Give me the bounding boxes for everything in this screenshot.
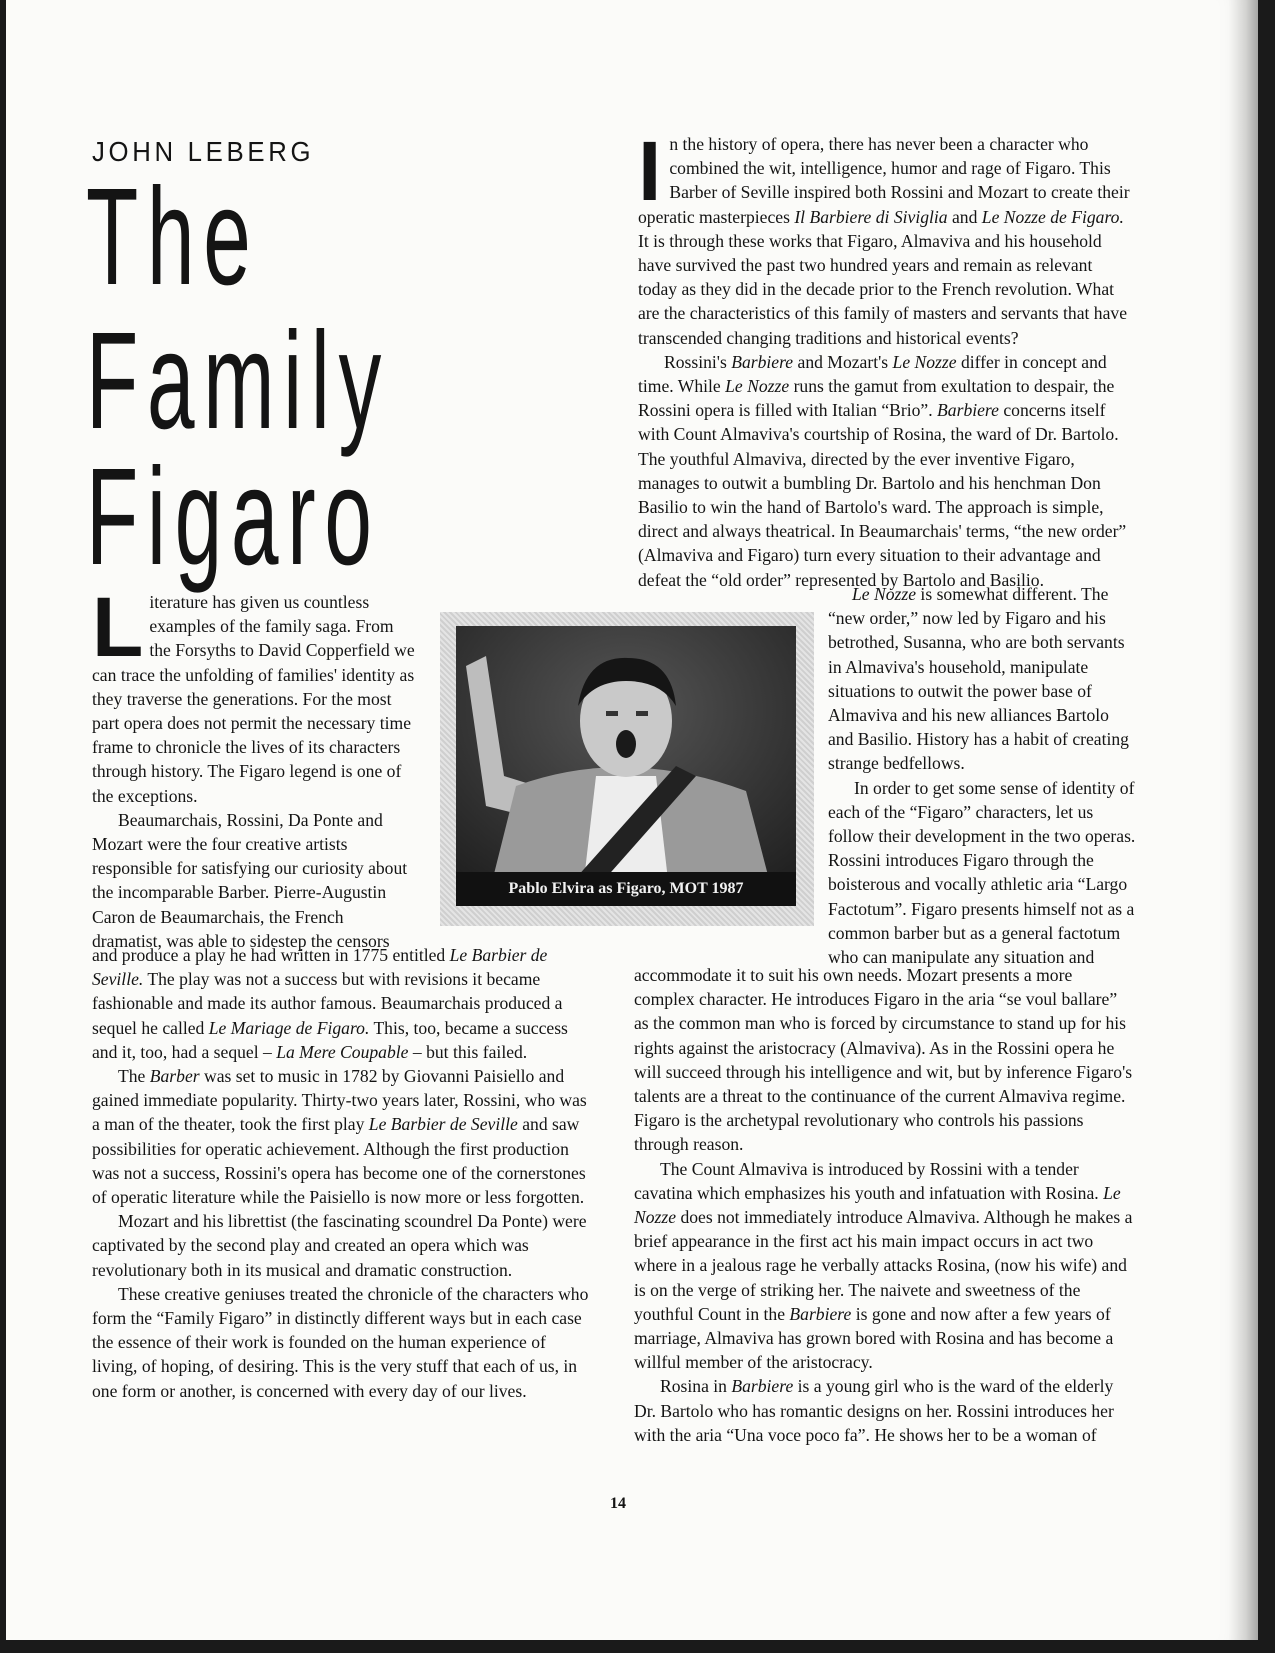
paragraph: Le Nozze is somewhat different. The “new order,” now led by Figaro and his betrothed, Susanna, who are both servants in Almaviva's household, manipulate situations to outwit the power base of Almaviva and his new alliances Bartolo and Basilio. History has a habit of creating strange bedfellows. (828, 584, 1129, 774)
paragraph: In the history of opera, there has never been a character who combined the wit, intelligence, humor and rage of Figaro. This Barber of Seville inspired both Rossini and Mozart to create their operatic masterpieces Il Barbiere di Siviglia and Le Nozze de Figaro. It is through these works that Figaro, Almaviva and his household have survived the past two hundred years and remain as relevant today as they did in the decade prior to the French revolution. What are the characteristics of this family of masters and servants that have transcended changing traditions and historical events? (638, 124, 1130, 348)
spine-shadow (1228, 0, 1258, 1640)
paragraph: Mozart and his librettist (the fascinating scoundrel Da Ponte) were captivated by the second play and created an opera which was revolutionary both in its musical and dramatic construction. (92, 1211, 587, 1280)
paragraph: The Count Almaviva is introduced by Rossini with a tender cavatina which emphasizes his youth and infatuation with Rosina. Le Nozze does not immediately introduce Almaviva. Although he makes a brief appearance in the first act his main impact occurs in act two where in a jealous rage he verbally attacks Rosina, (now his wife) and is on the verge of striking her. The naivete and sweetness of the youthful Count in the Barbiere is gone and now after a few years of marriage, Almaviva has grown bored with Rosina and has become a willful member of the aristocracy. (634, 1158, 1133, 1373)
paragraph: Beaumarchais, Rossini, Da Ponte and Mozart were the four creative artists responsible for satisfying our curiosity about the incomparable Barber. Pierre-Augustin Caron de Beaumarchais, the French dramatist, was able to sidestep the censors (92, 809, 408, 951)
title-line-2: Family (86, 304, 391, 458)
left-column-bottom (92, 943, 592, 1403)
performer-image (456, 626, 796, 906)
title-line-3: Figaro (86, 440, 381, 594)
photo-frame (440, 612, 814, 926)
paragraph: The Barber was set to music in 1782 by Giovanni Paisiello and gained immediate popularity. Thirty-two years later, Rossini, who was a man of the theater, took the first play Le Barbier de Seville and saw possibilities for operatic achievement. Although the first production was not a success, Rossini's opera has become one of the cornerstones of operatic literature while the Paisiello is now more or less forgotten. (92, 1066, 587, 1208)
right-column-mid (828, 582, 1138, 969)
paragraph: Rossini's Barbiere and Mozart's Le Nozze differ in concept and time. While Le Nozze runs the gamut from exultation to despair, the Rossini opera is filled with Italian “Brio”. Barbiere concerns itself with Count Almaviva's courtship of Rosina, the ward of Dr. Bartolo. The youthful Almaviva, directed by the ever inventive Figaro, manages to outwit a bumbling Dr. Bartolo and his henchman Don Basilio to win the hand of Bartolo's ward. The approach is simple, direct and always theatrical. In Beaumarchais' terms, “the new order” (Almaviva and Figaro) turn every situation to their advantage and defeat the “old order” represented by Bartolo and Basilio. (638, 351, 1127, 590)
figaro-photo (456, 626, 796, 906)
magazine-page (6, 0, 1258, 1640)
paragraph: and produce a play he had written in 1775 entitled Le Barbier de Seville. The play was not a success but with revisions it became fashionable and made its author famous. Beaumarchais produced a sequel he called Le Mariage de Figaro. This, too, became a success and it, too, had a sequel – La Mere Coupable – but this failed. (92, 945, 568, 1062)
title-line-1: The (86, 160, 260, 314)
author-byline: JOHN LEBERG (92, 136, 315, 167)
drop-cap: I (638, 124, 662, 218)
page-number: 14 (610, 1495, 626, 1512)
right-column-bottom (634, 963, 1134, 1447)
left-column-top (92, 580, 417, 953)
paragraph: Rosina in Barbiere is a young girl who is the ward of the elderly Dr. Bartolo who has romantic designs on her. Rossini introduces her with the aria “Una voce poco fa”. He shows her to be a woman of (634, 1376, 1114, 1445)
paragraph: These creative geniuses treated the chronicle of the characters who form the “Family Figaro” in distinctly different ways but in each case the essence of their work is founded on the human experience of living, of hoping, of desiring. This is the very stuff that each of us, in one form or another, is concerned with every day of our lives. (92, 1283, 589, 1401)
paragraph: accommodate it to suit his own needs. Mozart presents a more complex character. He introduces Figaro in the aria “se voul ballare” as the common man who is forced by circumstance to stand up for his rights against the aristocracy (Almaviva). As in the Rossini opera he will succeed through his intelligence and wit, but by inference Figaro's talents are a threat to the continuance of the current Almaviva regime. Figaro is the archetypal revolutionary who controls his passions through reason. (634, 965, 1133, 1155)
paragraph: In order to get some sense of identity of each of the “Figaro” characters, let us follow their development in the two operas. Rossini introduces Figaro through the boisterous and vocally athletic aria “Largo Factotum”. Figaro presents himself not as a common barber but as a general factotum who can manipulate any situation and (828, 777, 1136, 968)
right-column-top (638, 124, 1133, 592)
paragraph: Literature has given us countless examples of the family saga. From the Forsyths to David Copperfield we can trace the unfolding of families' identity as they traverse the generations. For the most part opera does not permit the necessary time frame to chronicle the lives of its characters through history. The Figaro legend is one of the exceptions. (92, 580, 415, 806)
photo-caption: Pablo Elvira as Figaro, MOT 1987 (456, 872, 796, 906)
drop-cap: L (92, 580, 144, 674)
